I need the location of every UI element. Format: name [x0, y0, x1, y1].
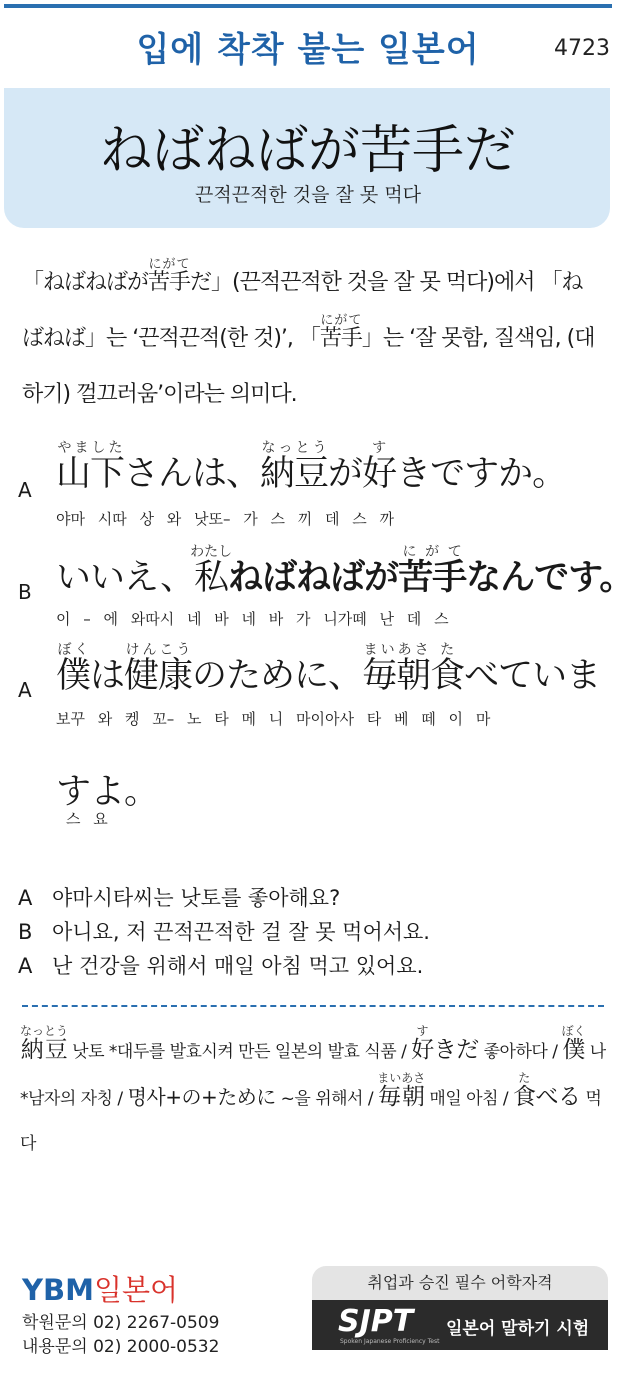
korean-reading: 야마 시따 상 와 낫또– 가 스 끼 데 스 까	[56, 510, 395, 528]
speaker-label: A	[18, 678, 32, 702]
page-title: ねばねばが苦手だ	[99, 121, 516, 181]
vocabulary-notes: 納豆なっとう 낫토 *대두를 발효시켜 만든 일본의 발효 식품 / 好すきだ 좋아하다 / 僕ぼく 나 *남자의 자칭 / 명사+の+ために ~을 위해서 / 毎朝まいあさ 매일 아침 / 食たべる 먹다	[20, 1024, 606, 1154]
contact-academy: 학원문의 02) 2267-0509	[22, 1313, 220, 1333]
japanese-sentence: すよ。	[56, 772, 159, 812]
explanation-paragraph: 「ねばねばが苦手にがてだ」(끈적끈적한 것을 잘 못 먹다)에서 「ねばねば」는 ‘끈적끈적(한 것)’, 「苦手にがて」는 ‘잘 못함, 질색임, (대하기) 껄끄러움’이라는 의미다.	[22, 257, 595, 407]
contact-content: 내용문의 02) 2000-0532	[22, 1337, 220, 1357]
sjpt-tagline: 취업과 승진 필수 어학자격	[367, 1273, 553, 1292]
korean-reading: 스 요	[66, 810, 108, 828]
sjpt-logo: SJPT	[338, 1304, 414, 1339]
translation-line: B 아니요, 저 끈적끈적한 걸 잘 못 먹어서요.	[18, 920, 430, 944]
page-subtitle: 끈적끈적한 것을 잘 못 먹다	[194, 184, 422, 206]
sjpt-logo-bar	[312, 1300, 608, 1350]
speaker-label: A	[18, 478, 32, 502]
top-rule	[4, 4, 612, 8]
ruby-kanji: 苦手にがて	[319, 313, 362, 351]
speaker-label: B	[18, 580, 32, 604]
series-title: 입에 착착 붙는 일본어	[136, 30, 480, 70]
japanese-sentence: 僕ぼくは健康けんこうのために、毎朝まいあさ食たべていま	[56, 642, 601, 696]
dashed-divider	[22, 1005, 604, 1007]
korean-reading: 보꾸 와 켕 꼬– 노 타 메 니 마이아사 타 베 떼 이 마	[56, 710, 491, 728]
japanese-sentence: 山下やましたさんは、納豆なっとうが好すきですか。	[56, 440, 567, 494]
translation-line: A 난 건강을 위해서 매일 아침 먹고 있어요.	[18, 954, 424, 978]
article-number: 4723	[554, 36, 610, 61]
sjpt-badge	[312, 1266, 608, 1350]
korean-reading: 이 – 에 와따시 네 바 네 바 가 니가떼 난 데 스	[56, 610, 449, 628]
sjpt-fullname: Spoken Japanese Proficiency Test	[340, 1338, 440, 1345]
japanese-sentence: いいえ、私わたしねばねばが苦手にがてなんです。	[56, 544, 633, 598]
ybm-logo: YBM일본어	[22, 1273, 179, 1307]
ruby-kanji: 苦手にがて	[148, 257, 191, 295]
sjpt-name: 일본어 말하기 시험	[446, 1319, 590, 1339]
translation-line: A 야마시타씨는 낫토를 좋아해요?	[18, 886, 341, 910]
